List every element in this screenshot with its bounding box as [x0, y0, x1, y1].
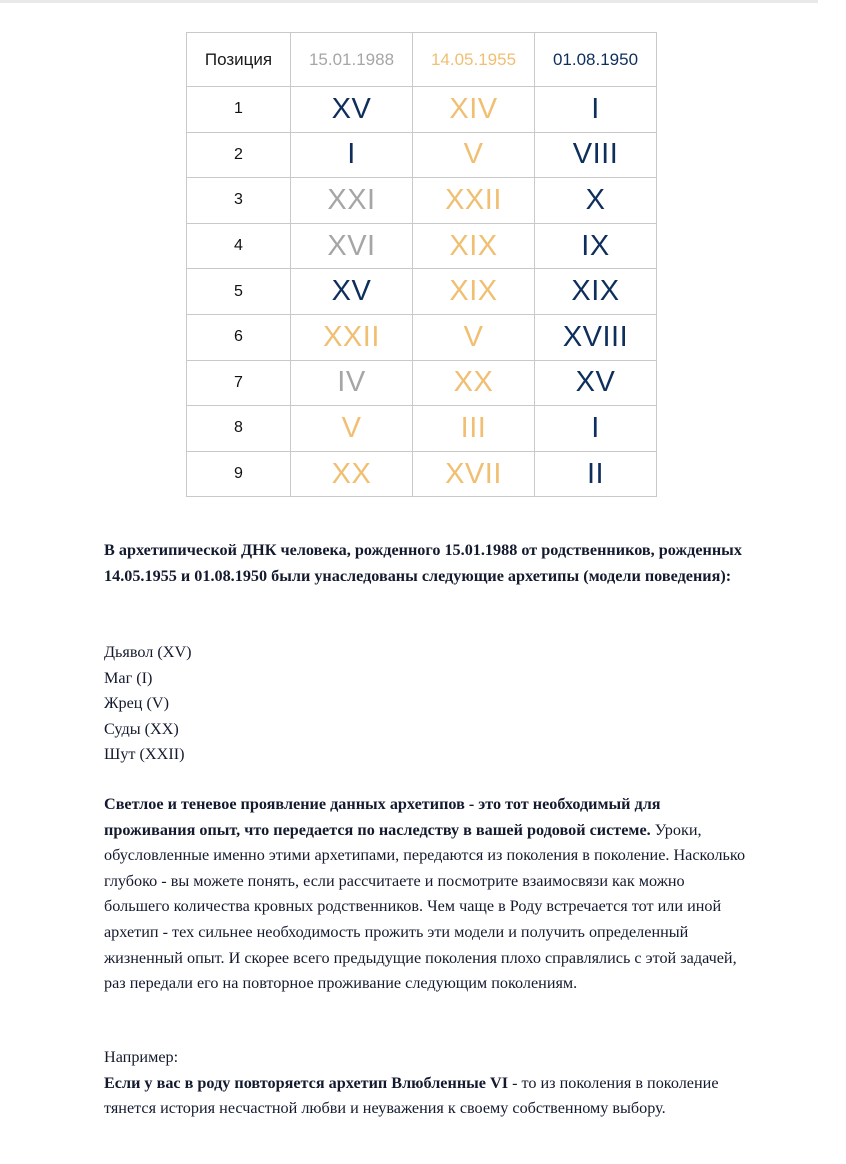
archetype-cell: XV	[535, 360, 657, 406]
example-label: Например:	[104, 1048, 179, 1066]
top-divider	[0, 0, 818, 3]
archetype-cell: XXI	[291, 178, 413, 224]
list-item: Дьявол (XV)	[104, 643, 192, 661]
intro-paragraph	[104, 538, 754, 589]
row-position: 8	[187, 406, 291, 452]
table-row	[187, 314, 657, 360]
table-row	[187, 451, 657, 497]
row-position: 4	[187, 223, 291, 269]
explanation-bold: Светлое и теневое проявление данных архетипов - это тот необходимый для проживания опыт, что передается по наследству в вашей родовой системе.	[104, 795, 661, 839]
archetype-cell: I	[535, 406, 657, 452]
intro-text: В архетипической ДНК человека, рожденного 15.01.1988 от родственников, рожденных 14.05.1955 и 01.08.1950 были унаследованы следующие архетипы (модели поведения):	[104, 541, 742, 585]
header-date-1: 15.01.1988	[291, 33, 413, 87]
archetype-cell: V	[291, 406, 413, 452]
archetype-cell: V	[413, 314, 535, 360]
row-position: 7	[187, 360, 291, 406]
archetype-cell: IV	[291, 360, 413, 406]
table-row	[187, 178, 657, 224]
example-text: - то из поколения в поколение тянется история несчастной любви и неуважения к своему собственному выбору.	[104, 1073, 719, 1118]
archetype-cell: XXII	[413, 178, 535, 224]
archetype-cell: XVIII	[535, 314, 657, 360]
table-row	[187, 132, 657, 178]
archetype-cell: XIX	[413, 269, 535, 315]
archetype-cell: XVII	[413, 451, 535, 497]
archetype-cell: V	[413, 132, 535, 178]
explanation-text: Уроки, обусловленные именно этими архетипами, передаются из поколения в поколение. Насколько глубоко - вы можете понять, если рассчитаете и посмотрите взаимосвязи как можно большего количества кровных родственников. Чем чаще в Роду встречается тот или иной архетип - тех сильнее необходимость прожить эти модели и получить определенный жизненный опыт. И скорее всего предыдущие поколения плохо справлялись с этой задачей, раз передали его на повторное проживание следующим поколениям.	[104, 820, 746, 993]
table-row	[187, 406, 657, 452]
archetype-cell: XV	[291, 269, 413, 315]
list-item: Шут (XXII)	[104, 745, 185, 764]
archetype-cell: XXII	[291, 314, 413, 360]
example-block	[104, 1045, 754, 1122]
row-position: 9	[187, 451, 291, 497]
table-row	[187, 223, 657, 269]
row-position: 1	[187, 87, 291, 133]
table-header-row	[187, 33, 657, 87]
explanation-paragraph	[104, 792, 754, 997]
list-item: Маг (I)	[104, 668, 153, 687]
archetype-cell: XX	[413, 360, 535, 406]
header-date-3: 01.08.1950	[535, 33, 657, 87]
table-row	[187, 360, 657, 406]
archetype-cell: II	[535, 451, 657, 497]
row-position: 6	[187, 314, 291, 360]
list-item: Жрец (V)	[104, 694, 169, 713]
row-position: 5	[187, 269, 291, 315]
archetype-list	[104, 640, 754, 768]
header-position: Позиция	[187, 33, 291, 87]
example-bold: Если у вас в роду повторяется архетип Влюбленные VI	[104, 1073, 509, 1092]
row-position: 2	[187, 132, 291, 178]
archetype-table	[186, 32, 657, 497]
archetype-cell: XIX	[535, 269, 657, 315]
header-date-2: 14.05.1955	[413, 33, 535, 87]
archetype-cell: XVI	[291, 223, 413, 269]
archetype-cell: VIII	[535, 132, 657, 178]
list-item: Суды (XX)	[104, 719, 179, 738]
archetype-cell: I	[535, 87, 657, 133]
archetype-cell: I	[291, 132, 413, 178]
table-body	[187, 87, 657, 497]
archetype-cell: XIV	[413, 87, 535, 133]
row-position: 3	[187, 178, 291, 224]
table-row	[187, 269, 657, 315]
archetype-cell: IX	[535, 223, 657, 269]
table-row	[187, 87, 657, 133]
archetype-cell: XX	[291, 451, 413, 497]
archetype-cell: X	[535, 178, 657, 224]
archetype-cell: XIX	[413, 223, 535, 269]
archetype-cell: XV	[291, 87, 413, 133]
archetype-cell: III	[413, 406, 535, 452]
